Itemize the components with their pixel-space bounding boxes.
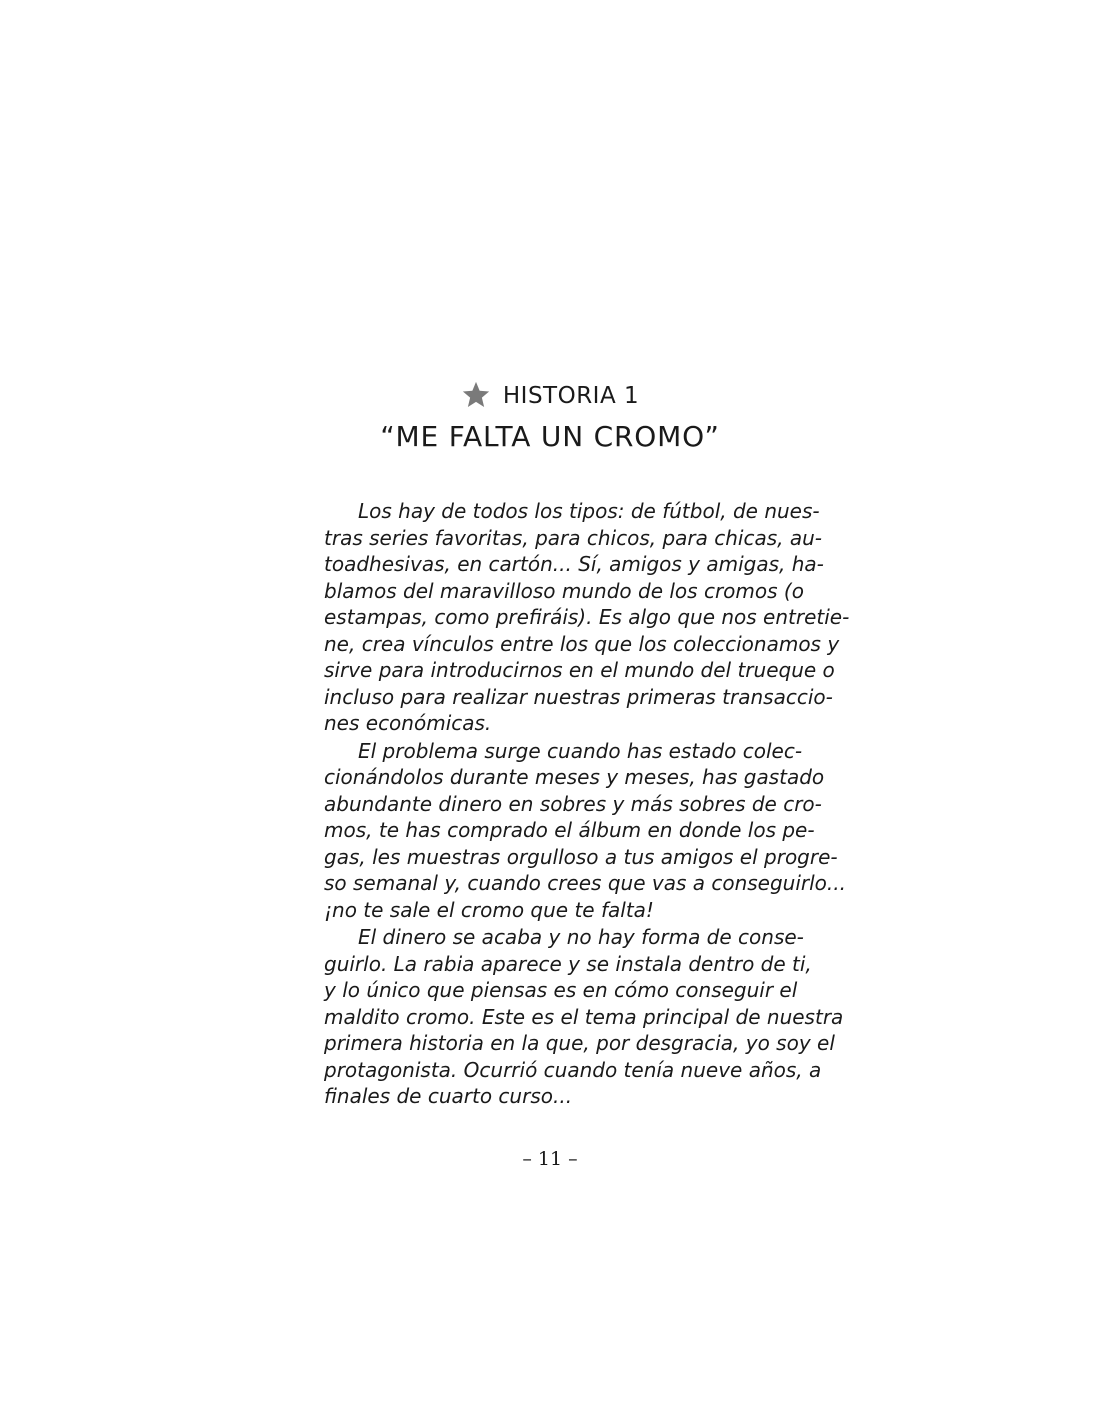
paragraph [324,924,844,1110]
text-line: primera historia en la que, por desgracia, yo soy el [324,1031,835,1055]
text-line: cionándolos durante meses y meses, has gastado [324,765,825,789]
text-line: sirve para introducirnos en el mundo del trueque o [324,658,835,682]
body-text [324,498,850,1110]
text-line: y lo único que piensas es en cómo conseguir el [324,978,798,1002]
star-icon [461,380,491,410]
text-line: estampas, como prefiráis). Es algo que nos entretie- [324,605,850,629]
paragraph [324,738,846,924]
section-heading [0,376,1100,416]
text-line: gas, les muestras orgulloso a tus amigos el progre- [324,844,838,869]
text-line: Los hay de todos los tipos: de fútbol, de nues- [358,499,820,523]
chapter-title: “ME FALTA UN CROMO” [380,420,720,453]
text-line: tras series favoritas, para chicos, para chicas, au- [324,525,822,550]
section-label: HISTORIA 1 [502,383,640,409]
paragraph [324,498,850,737]
text-line: toadhesivas, en cartón... Sí, amigos y amigas, ha- [324,552,824,576]
text-line: guirlo. La rabia aparece y se instala dentro de ti, [324,951,812,976]
text-line: so semanal y, cuando crees que vas a conseguirlo... [324,871,846,895]
text-line: ne, crea vínculos entre los que los coleccionamos y [324,631,840,656]
text-line: nes económicas. [324,711,492,735]
page-number: – 11 – [522,1148,578,1170]
text-line: maldito cromo. Este es el tema principal de nuestra [324,1004,844,1029]
text-line: mos, te has comprado el álbum en donde los pe- [324,818,815,842]
text-line: ¡no te sale el cromo que te falta! [324,897,654,922]
text-line: incluso para realizar nuestras primeras transaccio- [324,684,833,709]
text-line: protagonista. Ocurrió cuando tenía nueve años, a [324,1057,822,1082]
text-line: blamos del maravilloso mundo de los cromos (o [324,578,804,603]
text-line: El problema surge cuando has estado colec- [358,738,803,763]
text-line: El dinero se acaba y no hay forma de conse- [358,925,804,949]
text-line: finales de cuarto curso... [324,1084,573,1108]
text-line: abundante dinero en sobres y más sobres de cro- [324,791,822,816]
